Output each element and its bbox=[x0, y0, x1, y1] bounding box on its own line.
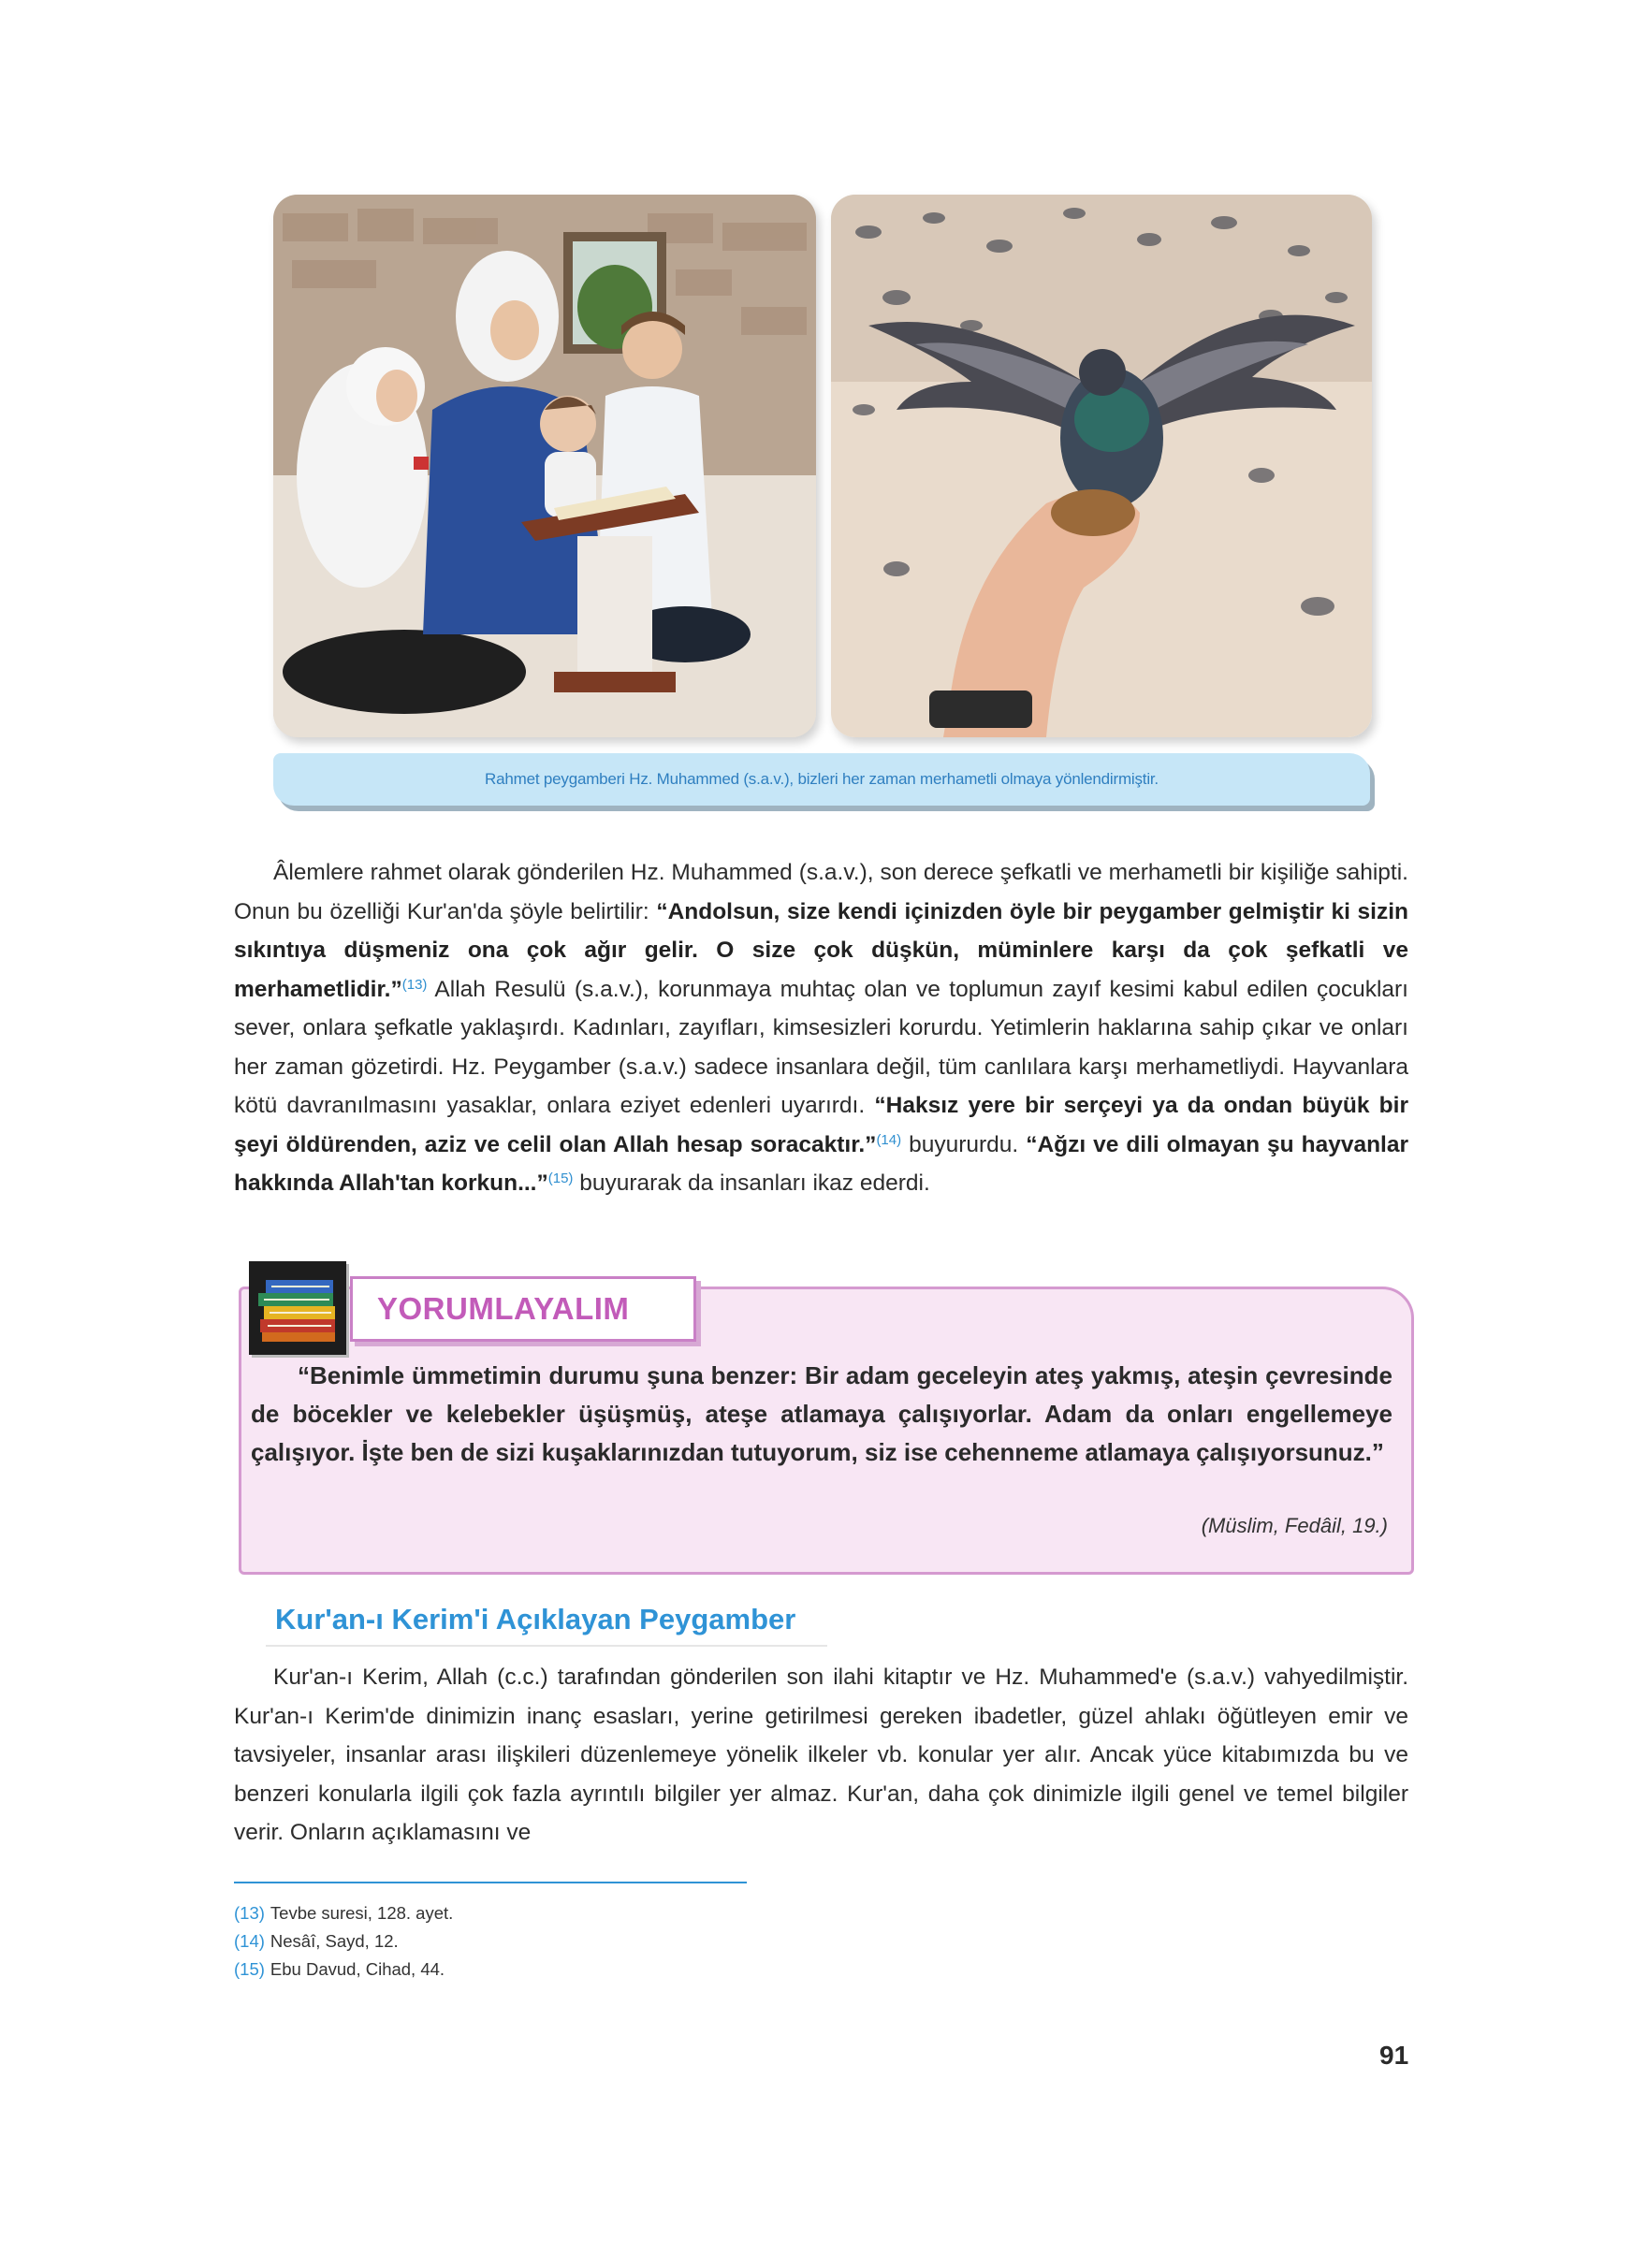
footnote-number: (14) bbox=[234, 1931, 265, 1951]
books-icon bbox=[249, 1261, 346, 1355]
footnote-ref-14[interactable]: (14) bbox=[876, 1131, 902, 1148]
footnote-divider bbox=[234, 1882, 747, 1883]
pigeon-feeding-photo bbox=[831, 195, 1372, 737]
footnote-ref-15[interactable]: (15) bbox=[547, 1170, 574, 1186]
section-heading: Kur'an-ı Kerim'i Açıklayan Peygamber bbox=[275, 1603, 796, 1636]
photo-caption-bar bbox=[273, 753, 1370, 806]
para1-quote-2: “Haksız yere bir serçeyi ya da ondan büyük bir şeyi öldürenden, aziz ve celil olan Allah hesap soracaktır.” bbox=[234, 1093, 1408, 1157]
footnote bbox=[234, 1903, 453, 1924]
para1-text-4: buyurarak da insanları ikaz ederdi. bbox=[573, 1170, 930, 1196]
footnote-number: (13) bbox=[234, 1903, 265, 1923]
para1-quote-1: “Andolsun, size kendi içinizden öyle bir peygamber gelmiştir ki sizin sıkıntıya düşmeniz ona çok ağır gelir. O size çok düşkün, müminlere karşı da çok şefkatli ve merhametlidir.” bbox=[234, 898, 1408, 1002]
comment-title: YORUMLAYALIM bbox=[377, 1291, 630, 1326]
para1-quote-3: “Ağzı ve dili olmayan şu hayvanlar hakkında Allah'tan korkun...” bbox=[234, 1131, 1408, 1196]
footnote bbox=[234, 1931, 399, 1952]
para1-text-3: buyururdu. bbox=[901, 1131, 1027, 1157]
quran-paragraph: Kur'an-ı Kerim, Allah (c.c.) tarafından gönderilen son ilahi kitaptır ve Hz. Muhammed'e (s.a.v.) vahyedilmiştir. Kur'an-ı Kerim'de dinimizin inanç esasları, yerine getirilmesi gereken ibadetler, güzel ahlakı öğütleyen emir ve tavsiyeler, insanlar arası ilişkileri düzenlemeye yönelik ilkeler vb. konular yer alır. Ancak yüce kitabımızda bu ve benzeri konularla ilgili çok fazla ayrıntılı bilgiler yer almaz. Kur'an, daha çok dinimizle ilgili genel ve temel bilgiler verir. Onların açıklamasını ve bbox=[234, 1665, 1408, 1845]
intro-paragraph bbox=[234, 853, 1408, 1203]
quote-source: (Müslim, Fedâil, 19.) bbox=[1201, 1514, 1388, 1537]
comment-title-tab bbox=[350, 1276, 696, 1342]
heading-underline bbox=[266, 1645, 827, 1647]
page-number: 91 bbox=[1379, 2041, 1409, 2070]
para1-text-1: Âlemlere rahmet olarak gönderilen Hz. Muhammed (s.a.v.), son derece şefkatli ve merhametli bir kişiliğe sahipti. Onun bu özelliği Kur'an'da şöyle belirtilir: bbox=[234, 860, 1408, 924]
family-reading-photo bbox=[273, 195, 816, 737]
footnote bbox=[234, 1959, 445, 1980]
footnote-ref-13[interactable]: (13) bbox=[401, 976, 428, 993]
footnote-number: (15) bbox=[234, 1959, 265, 1979]
hadith-quote: “Benimle ümmetimin durumu şuna benzer: Bir adam geceleyin ateş yakmış, ateşin çevresinde de böcekler ve kelebekler üşüşmüş, ateşe atlamaya çalışıyorlar. Adam da onları engellemeye çalışıyor. İşte ben de sizi kuşaklarınızdan tutuyorum, siz ise cehenneme atlamaya çalışıyorsunuz.” bbox=[251, 1361, 1392, 1466]
footnote-text: Ebu Davud, Cihad, 44. bbox=[270, 1959, 445, 1979]
para1-text-2: Allah Resulü (s.a.v.), korunmaya muhtaç olan ve toplumun zayıf kesimi kabul edilen çocukları sever, onlara şefkatle yaklaşırdı. Kadınları, zayıfları, kimsesizleri korurdu. Yetimlerin haklarına sahip çıkar ve onları her zaman gözetirdi. Hz. Peygamber (s.a.v.) sadece insanlara değil, tüm canlılara karşı merhametliydi. Hayvanlara kötü davranılmasını yasaklar, onlara eziyet edenleri uyarırdı. bbox=[234, 976, 1408, 1118]
footnote-text: Nesâî, Sayd, 12. bbox=[270, 1931, 399, 1951]
footnote-text: Tevbe suresi, 128. ayet. bbox=[270, 1903, 454, 1923]
photo-caption: Rahmet peygamberi Hz. Muhammed (s.a.v.), bizleri her zaman merhametli olmaya yönlendirmiştir. bbox=[485, 770, 1159, 788]
